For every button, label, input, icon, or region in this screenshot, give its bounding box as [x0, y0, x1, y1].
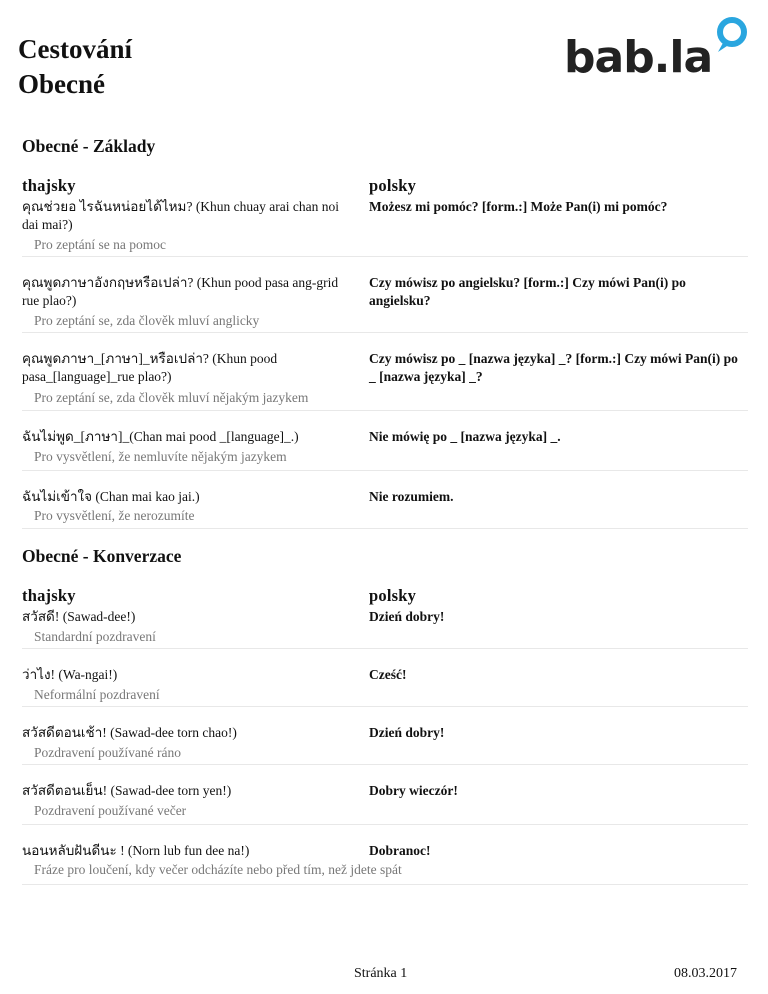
page-number: Stránka 1	[354, 966, 408, 981]
usage-note: Pozdravení používané ráno	[34, 745, 181, 760]
target-phrase: Dzień dobry!	[369, 609, 445, 624]
phrase-row	[22, 412, 748, 471]
source-phrase: ว่าไง! (Wa-ngai!)	[22, 667, 118, 682]
target-phrase: Dzień dobry!	[369, 725, 445, 740]
source-phrase: คุณพูดภาษาอังกฤษหรือเปล่า? (Khun pood pasa ang-grid rue plao?)	[22, 275, 339, 308]
phrase-row	[22, 196, 748, 257]
target-phrase: Dobranoc!	[369, 843, 431, 858]
usage-note: Neformální pozdravení	[34, 687, 160, 702]
footer-date: 08.03.2017	[674, 966, 737, 981]
column-header-source: thajsky	[22, 586, 76, 605]
column-header-source: thajsky	[22, 176, 76, 195]
target-phrase: Cześć!	[369, 667, 407, 682]
page-title-line1: Cestování	[18, 34, 132, 64]
phrase-row	[22, 766, 748, 825]
source-phrase: คุณช่วยอ ไรฉันหน่อยได้ไหม? (Khun chuay arai chan noi dai mai?)	[22, 199, 340, 232]
source-phrase: คุณพูดภาษา_[ภาษา]_หรือเปล่า? (Khun pood pasa_[language]_rue plao?)	[22, 351, 278, 384]
speech-bubble-icon	[718, 20, 744, 52]
target-phrase: Czy mówisz po angielsku? [form.:] Czy mówi Pan(i) po angielsku?	[369, 275, 686, 308]
target-phrase: Dobry wieczór!	[369, 783, 458, 798]
section-basics	[22, 136, 748, 536]
phrase-row	[22, 334, 748, 411]
target-phrase: Nie rozumiem.	[369, 489, 454, 504]
source-phrase: ฉันไม่เข้าใจ (Chan mai kao jai.)	[22, 489, 200, 504]
source-phrase: สวัสดีตอนเย็น! (Sawad-dee torn yen!)	[22, 783, 232, 798]
page-title-line2: Obecné	[18, 69, 105, 99]
usage-note: Fráze pro loučení, kdy večer odcházíte nebo před tím, než jdete spát	[34, 862, 402, 877]
section-title: Obecné - Základy	[22, 136, 156, 156]
column-header-target: polsky	[369, 586, 417, 605]
logo-text: bab.la	[564, 32, 713, 78]
target-phrase: Czy mówisz po _ [nazwa języka] _? [form.:] Czy mówi Pan(i) po _ [nazwa języka] _?	[369, 351, 738, 384]
section-conversation	[22, 546, 748, 886]
babla-logo	[562, 14, 752, 78]
target-phrase: Możesz mi pomóc? [form.:] Może Pan(i) mi pomóc?	[369, 199, 668, 214]
usage-note: Pro zeptání se, zda člověk mluví anglicky	[34, 313, 260, 328]
section-title: Obecné - Konverzace	[22, 546, 182, 566]
source-phrase: นอนหลับฝันดีนะ ! (Norn lub fun dee na!)	[22, 843, 250, 858]
phrase-row	[22, 258, 748, 333]
usage-note: Standardní pozdravení	[34, 629, 156, 644]
target-phrase: Nie mówię po _ [nazwa języka] _.	[369, 429, 561, 444]
phrase-row	[22, 472, 748, 529]
phrase-row	[22, 826, 748, 885]
usage-note: Pro vysvětlení, že nemluvíte nějakým jazykem	[34, 449, 287, 464]
column-header-target: polsky	[369, 176, 417, 195]
phrase-row	[22, 650, 748, 707]
usage-note: Pozdravení používané večer	[34, 803, 187, 818]
phrase-row	[22, 606, 748, 649]
usage-note: Pro zeptání se, zda člověk mluví nějakým jazykem	[34, 390, 309, 405]
usage-note: Pro vysvětlení, že nerozumíte	[34, 508, 195, 523]
source-phrase: ฉันไม่พูด_[ภาษา]_(Chan mai pood _[language]_.)	[22, 429, 299, 444]
page-title	[18, 32, 132, 102]
usage-note: Pro zeptání se na pomoc	[34, 237, 166, 252]
source-phrase: สวัสดีตอนเช้า! (Sawad-dee torn chao!)	[22, 725, 237, 740]
source-phrase: สวัสดี! (Sawad-dee!)	[22, 609, 136, 624]
phrase-row	[22, 708, 748, 765]
